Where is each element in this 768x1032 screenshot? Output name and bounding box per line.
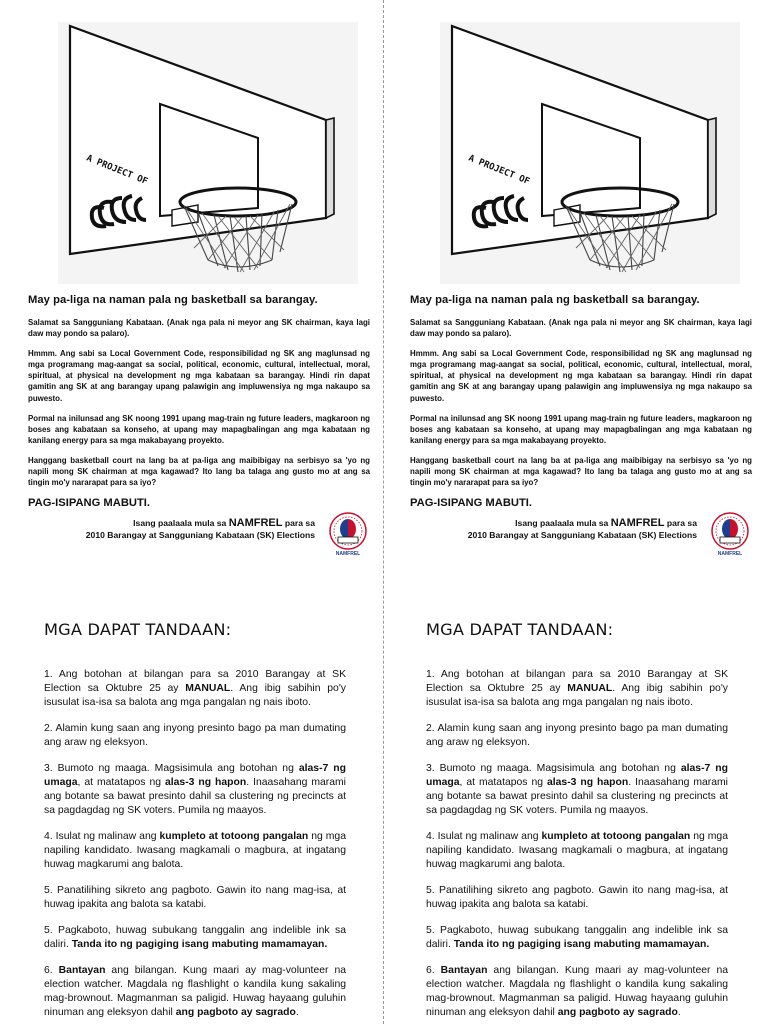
- pag-isipang-heading: PAG-ISIPANG MABUTI.: [410, 497, 533, 510]
- bottom-section: [28, 620, 348, 1032]
- list-item: 2. Alamin kung saan ang inyong presinto bago pa man dumating ang araw ng eleksyon.: [44, 723, 346, 748]
- logo-label: NAMFREL: [717, 551, 743, 558]
- reminder-text: [86, 517, 315, 541]
- list-item: 2. Alamin kung saan ang inyong presinto bago pa man dumating ang araw ng eleksyon.: [426, 723, 728, 748]
- paragraph: Hanggang basketball court na lang ba at pa-liga ang maibibigay na serbisyo sa 'yo ng napili mong SK chairman at mga kagawad? Ito lang ba talaga ang gusto mo at ang sa tingin mo'y nararapat para sa iyo?: [410, 455, 752, 488]
- list-item: 1. Ang botohan at bilangan para sa 2010 Barangay at SK Election sa Oktubre 25 ay MANUAL. Ang ibig sabihin po'y isusulat isa-isa sa balota ang mga pangalan ng nais iboto.: [44, 669, 346, 708]
- list-item: 3. Bumoto ng maaga. Magsisimula ang botohan ng alas-7 ng umaga, at matatapos ng alas-3 ng hapon. Inaasahang marami ang botante sa bawat presinto dahil sa clustering ng precincts at sa pagdagdag ng SK voters. Pumila ng maayos.: [44, 763, 346, 816]
- headline: May pa-liga na naman pala ng basketball sa barangay.: [410, 294, 700, 306]
- reminder-post: para sa: [282, 518, 315, 529]
- namfrel-name: NAMFREL: [228, 517, 283, 530]
- list-item: 5. Panatilihing sikreto ang pagboto. Gawin ito nang mag-isa, at huwag ipakita ang balota sa katabi.: [44, 885, 346, 910]
- reminder-pre: Isang paalaala mula sa: [515, 518, 611, 529]
- basketball-hoop-svg: [440, 22, 740, 284]
- cut-line-divider: [383, 0, 384, 1024]
- list-item: 3. Bumoto ng maaga. Magsisimula ang botohan ng alas-7 ng umaga, at matatapos ng alas-3 ng hapon. Inaasahang marami ang botante sa bawat presinto dahil sa clustering ng precincts at sa pagdagdag ng SK voters. Pumila ng maayos.: [426, 763, 728, 816]
- basketball-hoop-illustration: [58, 22, 358, 284]
- paragraph: Hmmm. Ang sabi sa Local Government Code, responsibilidad ng SK ang maglunsad ng mga programang mag-aangat sa social, political, economic, cultural, intellectual, moral, spiritual, at physical na development ng mga kabataan sa barangay. Hindi rin dapat gamitin ang SK at ang barangay upang palawigin ang impluwensiya ng mga nakaupo sa puwesto.: [28, 349, 370, 403]
- section-title: MGA DAPAT TANDAAN:: [44, 620, 232, 639]
- flyer-left: [28, 0, 373, 1024]
- list-item: 4. Isulat ng malinaw ang kumpleto at totoong pangalan ng mga napiling kandidato. Iwasang magkamali o magbura, at ingatang huwag magkarumi ang balota.: [426, 831, 728, 870]
- paragraph: Hmmm. Ang sabi sa Local Government Code, responsibilidad ng SK ang maglunsad ng mga programang mag-aangat sa social, political, economic, cultural, intellectual, moral, spiritual, at physical na development ng mga kabataan sa barangay. Hindi rin dapat gamitin ang SK at ang barangay upang palawigin ang impluwensiya ng mga nakaupo sa puwesto.: [410, 349, 752, 403]
- list-item: 4. Isulat ng malinaw ang kumpleto at totoong pangalan ng mga napiling kandidato. Iwasang magkamali o magbura, at ingatang huwag magkarumi ang balota.: [44, 831, 346, 870]
- reminder-post: para sa: [664, 518, 697, 529]
- top-section: [410, 294, 752, 557]
- namfrel-logo-icon: [708, 511, 752, 557]
- reminder-pre: Isang paalaala mula sa: [133, 518, 229, 529]
- paragraph: Pormal na inilunsad ang SK noong 1991 upang mag-train ng future leaders, magkaroon ng boses ang kabataan sa konseho, at upang may mapagbalingan ang mga kabataan ng kanilang energy para sa mga makabayang proyekto.: [28, 413, 370, 445]
- paragraph: Pormal na inilunsad ang SK noong 1991 upang mag-train ng future leaders, magkaroon ng boses ang kabataan sa konseho, at upang may mapagbalingan ang mga kabataan ng kanilang energy para sa mga makabayang proyekto.: [410, 413, 752, 445]
- logo-label: NAMFREL: [335, 551, 361, 558]
- basketball-hoop-svg: [58, 22, 358, 284]
- pag-isipang-heading: PAG-ISIPANG MABUTI.: [28, 497, 151, 510]
- headline: May pa-liga na naman pala ng basketball sa barangay.: [28, 294, 318, 306]
- list-item: 5. Panatilihing sikreto ang pagboto. Gawin ito nang mag-isa, at huwag ipakita ang balota sa katabi.: [426, 885, 728, 910]
- namfrel-reminder: [28, 517, 370, 557]
- bottom-section: [410, 620, 730, 1032]
- reminder-line2: 2010 Barangay at Sangguniang Kabataan (SK) Elections: [85, 530, 315, 541]
- reminder-line2: 2010 Barangay at Sangguniang Kabataan (SK) Elections: [467, 530, 697, 541]
- section-title: MGA DAPAT TANDAAN:: [426, 620, 614, 639]
- paragraph: Hanggang basketball court na lang ba at pa-liga ang maibibigay na serbisyo sa 'yo ng napili mong SK chairman at mga kagawad? Ito lang ba talaga ang gusto mo at ang sa tingin mo'y nararapat para sa iyo?: [28, 455, 370, 488]
- paragraph: Salamat sa Sangguniang Kabataan. (Anak nga pala ni meyor ang SK chairman, kaya lagi daw may pondo sa palaro).: [28, 318, 370, 339]
- top-section: [28, 294, 370, 557]
- namfrel-logo-icon: [326, 511, 370, 557]
- list-item: 5. Pagkaboto, huwag subukang tanggalin ang indelible ink sa daliri. Tanda ito ng pagiging isang mabuting mamamayan.: [44, 925, 346, 950]
- flyer-right: [410, 0, 755, 1024]
- list-item: 6. Bantayan ang bilangan. Kung maari ay mag-volunteer na election watcher. Magdala ng flashlight o kandila kung sakaling mag-brownout. Magmanman sa paligid. Huwag hayaang guluhin ninuman ang eleksyon dahil ang pagboto ay sagrado.: [44, 965, 346, 1018]
- list-item: 5. Pagkaboto, huwag subukang tanggalin ang indelible ink sa daliri. Tanda ito ng pagiging isang mabuting mamamayan.: [426, 925, 728, 950]
- namfrel-reminder: [410, 517, 752, 557]
- list-item: 6. Bantayan ang bilangan. Kung maari ay mag-volunteer na election watcher. Magdala ng flashlight o kandila kung sakaling mag-brownout. Magmanman sa paligid. Huwag hayaang guluhin ninuman ang eleksyon dahil ang pagboto ay sagrado.: [426, 965, 728, 1018]
- paragraph: Salamat sa Sangguniang Kabataan. (Anak nga pala ni meyor ang SK chairman, kaya lagi daw may pondo sa palaro).: [410, 318, 752, 339]
- hoop-caption: A PROJECT OF: [466, 153, 531, 188]
- basketball-hoop-illustration: [440, 22, 740, 284]
- list-item: 1. Ang botohan at bilangan para sa 2010 Barangay at SK Election sa Oktubre 25 ay MANUAL. Ang ibig sabihin po'y isusulat isa-isa sa balota ang mga pangalan ng nais iboto.: [426, 669, 728, 708]
- hoop-caption: A PROJECT OF: [84, 153, 149, 188]
- reminder-text: [468, 517, 697, 541]
- namfrel-name: NAMFREL: [610, 517, 665, 530]
